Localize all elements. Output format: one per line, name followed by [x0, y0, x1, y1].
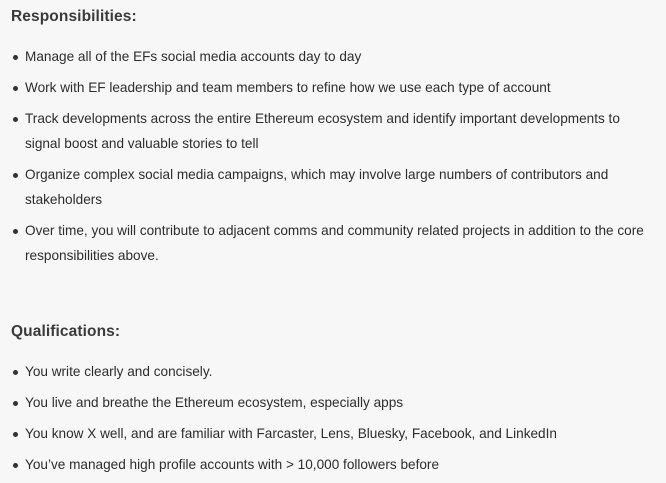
responsibilities-list: [11, 44, 656, 274]
list-item: You know X well, and are familiar with Farcaster, Lens, Bluesky, Facebook, and LinkedIn: [11, 421, 656, 446]
list-item: You live and breathe the Ethereum ecosystem, especially apps: [11, 390, 656, 415]
list-item: Over time, you will contribute to adjacent comms and community related projects in addition to the core responsibilities above.: [11, 218, 656, 268]
list-item: You’ve managed high profile accounts with > 10,000 followers before: [11, 452, 656, 477]
responsibilities-heading: Responsibilities:: [11, 8, 137, 25]
list-item: Work with EF leadership and team members to refine how we use each type of account: [11, 75, 656, 100]
list-item: Track developments across the entire Ethereum ecosystem and identify important developments to signal boost and valuable stories to tell: [11, 106, 656, 156]
list-item: Manage all of the EFs social media accounts day to day: [11, 44, 656, 69]
qualifications-list: [11, 359, 656, 483]
list-item: Organize complex social media campaigns, which may involve large numbers of contributors and stakeholders: [11, 162, 656, 212]
qualifications-heading: Qualifications:: [11, 323, 121, 340]
list-item: You write clearly and concisely.: [11, 359, 656, 384]
